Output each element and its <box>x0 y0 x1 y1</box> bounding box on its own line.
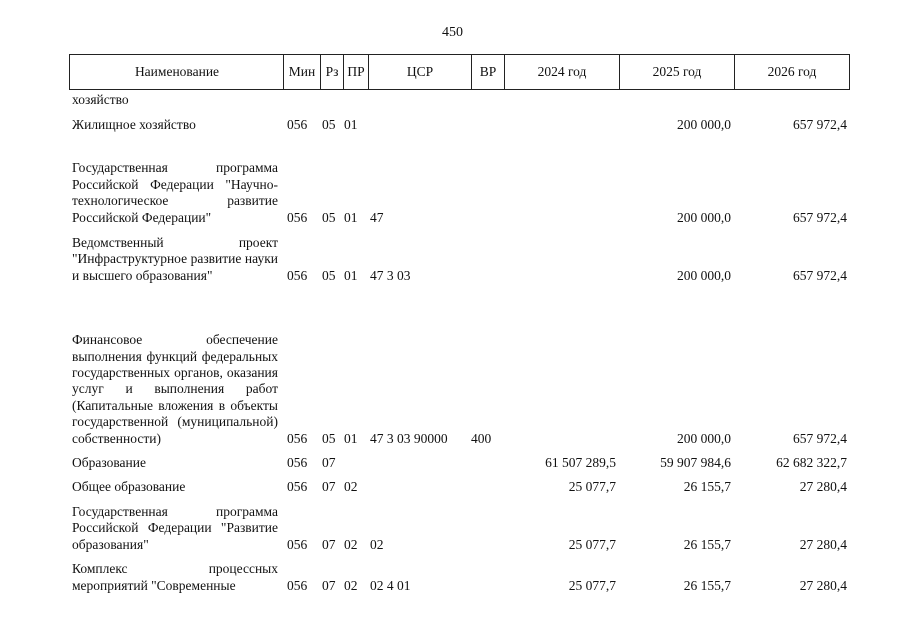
header-name: Наименование <box>134 64 220 79</box>
row-csr: 47 3 03 <box>370 267 411 283</box>
row-name: Образование <box>72 454 146 470</box>
row-2024: 61 507 289,5 <box>545 454 616 470</box>
table-row <box>0 454 905 471</box>
row-2026: 657 972,4 <box>793 267 847 283</box>
row-min: 056 <box>287 478 308 494</box>
header-2024: 2024 год <box>537 64 587 79</box>
row-rz: 07 <box>322 478 336 494</box>
row-csr: 02 <box>370 536 384 552</box>
row-2025: 26 155,7 <box>683 478 731 494</box>
row-name: Государственная программа Российской Федерации "Научно-технологическое развитие Российской Федерации" <box>72 160 278 225</box>
row-name: Государственная программа Российской Федерации "Развитие образования" <box>72 503 278 552</box>
row-rz: 05 <box>322 430 336 446</box>
row-name: Жилищное хозяйство <box>72 116 196 132</box>
row-2025: 26 155,7 <box>683 577 731 593</box>
row-rz: 07 <box>322 454 336 470</box>
row-min: 056 <box>287 430 308 446</box>
row-2026: 657 972,4 <box>793 116 847 132</box>
row-pr: 01 <box>344 116 358 132</box>
row-2024: 25 077,7 <box>568 478 616 494</box>
row-min: 056 <box>287 536 308 552</box>
row-2026: 27 280,4 <box>799 536 847 552</box>
row-2025: 26 155,7 <box>683 536 731 552</box>
row-name: Общее образование <box>72 478 186 494</box>
row-2026: 62 682 322,7 <box>776 454 847 470</box>
row-2024: 25 077,7 <box>568 577 616 593</box>
row-csr: 02 4 01 <box>370 577 411 593</box>
row-rz: 05 <box>322 116 336 132</box>
table-row <box>0 142 905 226</box>
header-2026: 2026 год <box>767 64 817 79</box>
row-name: Ведомственный проект "Инфраструктурное развитие науки и высшего образования" <box>72 234 278 283</box>
header-vr: ВР <box>479 64 497 79</box>
table-row <box>0 561 905 594</box>
row-2026: 657 972,4 <box>793 209 847 225</box>
row-name: Финансовое обеспечение выполнения функций федеральных государственных органов, оказания услуг и выполнения работ (Капитальные вложения в объекты государственной (муниципальной) собственности) <box>72 332 278 446</box>
row-2026: 27 280,4 <box>799 478 847 494</box>
page-number: 450 <box>442 25 463 40</box>
table-row <box>0 92 905 108</box>
header-pr: ПР <box>347 64 365 79</box>
row-min: 056 <box>287 209 308 225</box>
table-row <box>0 292 905 447</box>
row-vr: 400 <box>471 430 492 446</box>
header-2025: 2025 год <box>652 64 702 79</box>
row-2026: 27 280,4 <box>799 577 847 593</box>
row-min: 056 <box>287 267 308 283</box>
row-pr: 01 <box>344 267 358 283</box>
table-row <box>0 116 905 133</box>
row-min: 056 <box>287 454 308 470</box>
header-min: Мин <box>288 64 316 79</box>
table-row <box>0 478 905 495</box>
header-rz: Рз <box>325 64 339 79</box>
row-rz: 07 <box>322 536 336 552</box>
row-min: 056 <box>287 577 308 593</box>
row-rz: 05 <box>322 209 336 225</box>
row-name: Комплекс процессных мероприятий "Современные <box>72 561 278 593</box>
row-pr: 02 <box>344 577 358 593</box>
row-csr: 47 <box>370 209 384 225</box>
row-rz: 07 <box>322 577 336 593</box>
row-csr: 47 3 03 90000 <box>370 430 448 446</box>
table-row <box>0 234 905 284</box>
row-2025: 200 000,0 <box>677 430 731 446</box>
row-2025: 200 000,0 <box>677 116 731 132</box>
table-row <box>0 503 905 553</box>
row-2025: 200 000,0 <box>677 209 731 225</box>
row-pr: 01 <box>344 209 358 225</box>
row-name: хозяйство <box>72 91 129 107</box>
row-2024: 25 077,7 <box>568 536 616 552</box>
row-pr: 02 <box>344 536 358 552</box>
row-pr: 02 <box>344 478 358 494</box>
row-2025: 59 907 984,6 <box>660 454 731 470</box>
row-rz: 05 <box>322 267 336 283</box>
header-csr: ЦСР <box>406 64 434 79</box>
row-min: 056 <box>287 116 308 132</box>
row-2025: 200 000,0 <box>677 267 731 283</box>
row-pr: 01 <box>344 430 358 446</box>
row-2026: 657 972,4 <box>793 430 847 446</box>
